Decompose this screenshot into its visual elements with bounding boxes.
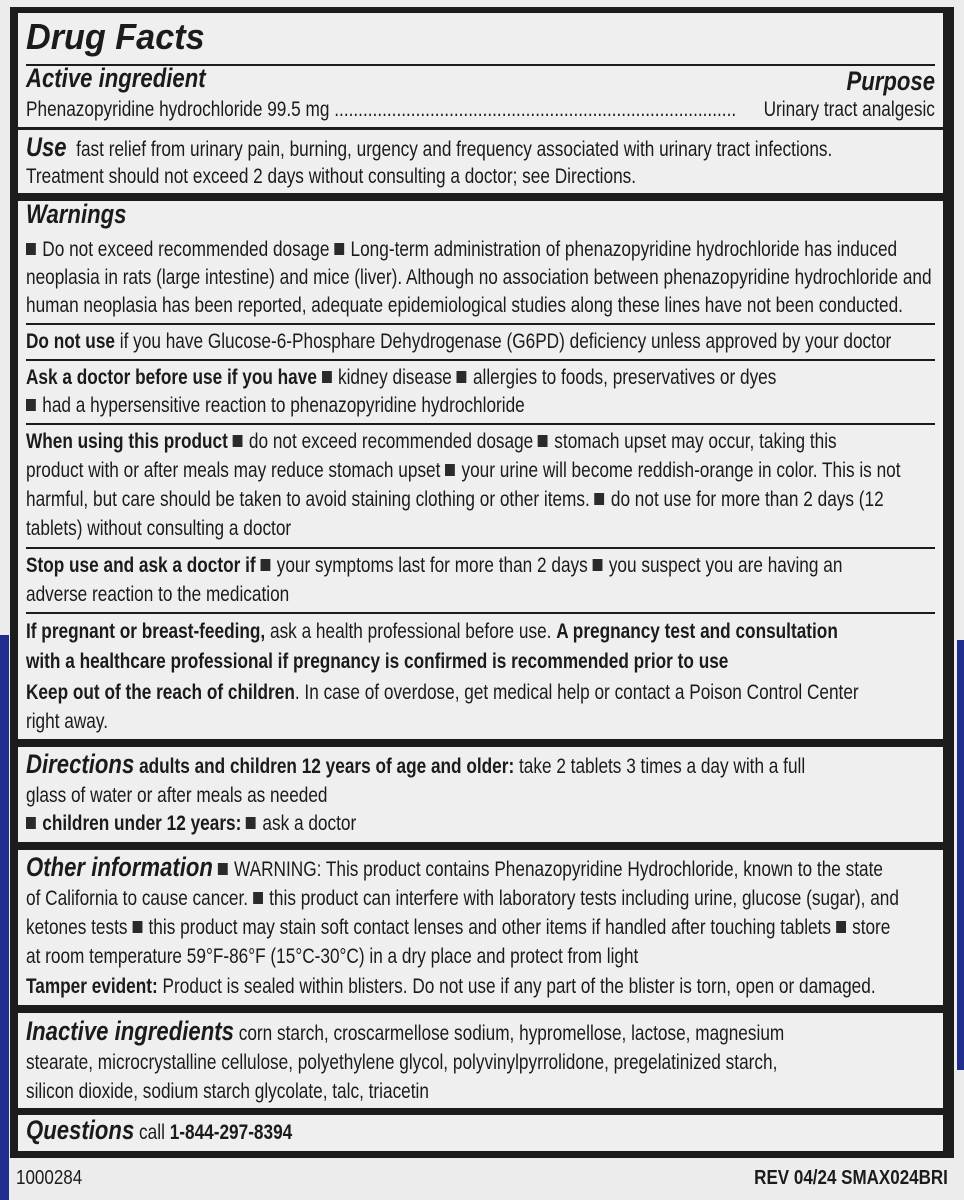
warning-text: Do not exceed recommended dosage [42,238,330,261]
active-heading-row [26,65,206,94]
warning-text: Long-term administration of phenazopyridine hydrochloride has induced [350,238,898,261]
questions-heading: Questions [26,1115,135,1145]
pregnancy-row-1 [26,619,838,645]
footer-code: 1000284 [16,1167,83,1189]
ask-item: kidney disease [337,366,452,389]
keep-out-label: Keep out of the reach of children [26,681,295,704]
when-using-row-4: tablets) without consulting a doctor [26,517,292,540]
directions-heading: Directions [26,749,135,779]
drug-facts-title: Drug Facts [26,16,205,57]
divider [26,423,935,425]
pregnancy-row-2: with a healthcare professional if pregnancy is confirmed is recommended prior to use [26,650,729,673]
drug-facts-frame [10,7,954,1158]
divider [26,547,935,549]
active-ingredient-heading: Active ingredient [26,63,206,93]
bullet-icon [445,464,455,476]
warnings-line-1 [26,237,897,263]
questions-phone: 1-844-297-8394 [169,1121,293,1144]
questions-panel [18,1115,943,1151]
ask-doctor-row-1 [26,365,776,391]
divider [26,359,935,361]
bullet-icon [26,817,36,829]
inactive-text: corn starch, croscarmellose sodium, hypromellose, lactose, magnesium [238,1022,785,1045]
other-item: this product can interfere with laboratory tests including urine, glucose (sugar), and [269,887,899,910]
stop-use-row-2: adverse reaction to the medication [26,583,290,606]
tamper-text: Product is sealed within blisters. Do not use if any part of the blister is torn, open or damaged. [162,975,876,998]
bullet-icon [595,493,605,505]
warnings-line-3: human neoplasia has been reported, adequate epidemiological studies along these lines have not been conducted. [26,294,903,317]
when-using-item: do not use for more than 2 days (12 [610,488,884,511]
other-information-panel [18,850,943,1005]
bullet-icon [233,435,243,447]
adults-label: adults and children 12 years of age and older: [139,755,515,778]
stop-use-item: your symptoms last for more than 2 days [276,554,588,577]
keep-out-row [26,680,859,706]
when-using-row-1 [26,429,837,455]
bullet-icon [260,559,270,571]
divider [26,323,935,325]
use-text: fast relief from urinary pain, burning, urgency and frequency associated with urinary tract infections. [76,138,833,161]
bullet-icon [836,921,846,933]
other-item: this product may stain soft contact lenses and other items if handled after touching tablets [148,916,832,939]
pregnancy-text: ask a health professional before use. [269,620,552,643]
bullet-icon [334,243,344,255]
other-item: ketones tests [26,916,128,939]
bullet-icon [253,892,263,904]
inactive-row-3: silicon dioxide, sodium starch glycolate, talc, triacetin [26,1080,429,1103]
tamper-row [26,974,876,1000]
other-item: of California to cause cancer. [26,887,249,910]
other-row-2 [26,886,899,912]
when-using-item: stomach upset may occur, taking this [554,430,837,453]
bullet-icon [593,559,603,571]
other-row-4: at room temperature 59°F-86°F (15°C-30°C) in a dry place and protect from light [26,945,639,968]
when-using-item: harmful, but care should be taken to avoid staining clothing or other items. [26,488,590,511]
keep-out-row-2: right away. [26,710,108,733]
stop-use-row-1 [26,553,842,579]
bullet-icon [457,371,467,383]
use-line-1 [26,134,832,163]
do-not-use-row [26,329,891,355]
when-using-row-3 [26,487,884,513]
ask-item: had a hypersensitive reaction to phenazopyridine hydrochloride [42,394,525,417]
footer-revision: REV 04/24 SMAX024BRI [754,1167,948,1189]
use-panel [18,130,943,193]
directions-row-1 [26,751,805,780]
questions-row [26,1117,292,1146]
ask-doctor-label: Ask a doctor before use if you have [26,366,317,389]
other-item: store [852,916,891,939]
inactive-ingredients-heading: Inactive ingredients [26,1016,234,1046]
inactive-row-2: stearate, microcrystalline cellulose, polyethylene glycol, polyvinylpyrrolidone, pregelatinized starch, [26,1051,778,1074]
leader-dots: .................................................................................... [334,98,737,121]
other-information-heading: Other information [26,852,213,882]
warnings-line-2: neoplasia in rats (large intestine) and mice (liver). Although no association between phenazopyridine hydrochloride and [26,266,932,289]
ask-doctor-row-2 [26,393,525,419]
bullet-icon [538,435,548,447]
blue-edge-left [0,635,9,1200]
active-ingredient-panel [18,13,943,127]
inactive-row-1 [26,1018,784,1047]
stop-use-item: you suspect you are having an [608,554,843,577]
stop-use-label: Stop use and ask a doctor if [26,554,256,577]
bullet-icon [246,817,256,829]
inactive-ingredients-panel [18,1013,943,1108]
tamper-label: Tamper evident: [26,975,158,998]
children-text: ask a doctor [262,812,357,835]
active-ingredient-name: Phenazopyridine hydrochloride 99.5 mg [26,98,330,121]
other-item: WARNING: This product contains Phenazopyridine Hydrochloride, known to the state [234,858,883,881]
pregnancy-label: If pregnant or breast-feeding, [26,620,266,643]
bullet-icon [322,371,332,383]
when-using-row-2 [26,458,901,484]
when-using-label: When using this product [26,430,228,453]
warnings-heading: Warnings [26,199,127,229]
pregnancy-bold-text: A pregnancy test and consultation [556,620,838,643]
children-label: children under 12 years: [42,812,242,835]
bullet-icon [218,863,228,875]
do-not-use-text: if you have Glucose-6-Phosphare Dehydrogenase (G6PD) deficiency unless approved by your doctor [119,330,892,353]
directions-row-2: glass of water or after meals as needed [26,784,328,807]
bullet-icon [26,399,36,411]
use-heading: Use [26,132,67,162]
do-not-use-label: Do not use [26,330,115,353]
directions-row-3 [26,811,356,837]
purpose-heading: Purpose [846,66,935,96]
warnings-heading-row [26,201,126,230]
purpose-text: Urinary tract analgesic [763,98,935,121]
bullet-icon [26,243,36,255]
bullet-icon [132,921,142,933]
directions-panel [18,747,943,842]
when-using-item: your urine will become reddish-orange in color. This is not [461,459,901,482]
blue-edge-right [957,640,964,1070]
warnings-panel [18,201,943,739]
questions-call-text: call [139,1121,165,1144]
ask-item: allergies to foods, preservatives or dyes [472,366,777,389]
keep-out-text: . In case of overdose, get medical help or contact a Poison Control Center [294,681,859,704]
divider [26,612,935,614]
use-line-2: Treatment should not exceed 2 days without consulting a doctor; see Directions. [26,165,637,188]
adults-text: take 2 tablets 3 times a day with a full [518,755,806,778]
when-using-item: do not exceed recommended dosage [248,430,534,453]
other-row-3 [26,915,890,941]
when-using-item: product with or after meals may reduce stomach upset [26,459,441,482]
other-row-1 [26,854,883,883]
